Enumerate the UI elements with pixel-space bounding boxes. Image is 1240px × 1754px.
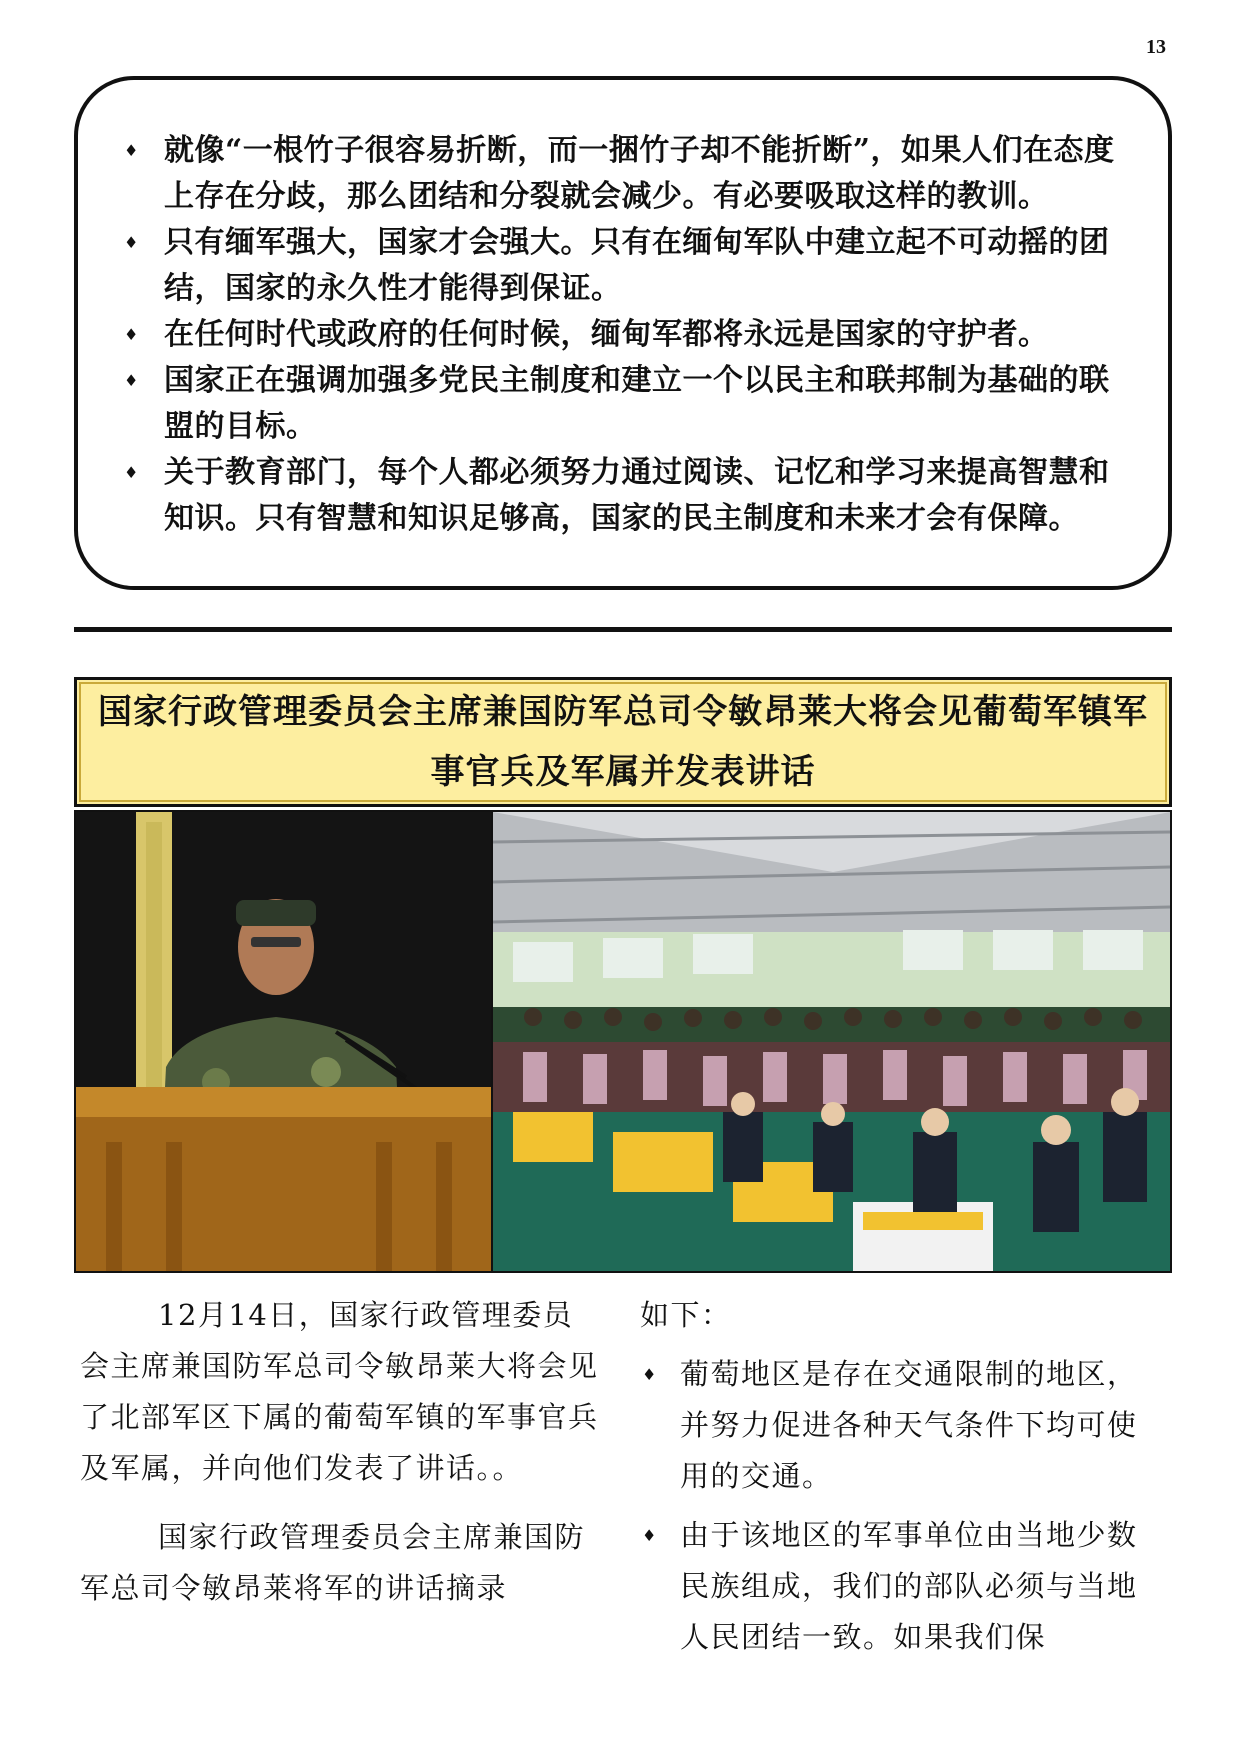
- quote-text: 就像“一根竹子很容易折断，而一捆竹子却不能折断”，如果人们在态度上存在分歧，那么团结和分裂就会减少。有必要吸取这样的教训。: [164, 133, 1115, 214]
- speech-point-text: 由于该地区的军事单位由当地少数民族组成，我们的部队必须与当地人民团结一致。如果我们保: [680, 1518, 1138, 1654]
- article-headline: 国家行政管理委员会主席兼国防军总司令敏昂莱大将会见葡萄军镇军事官兵及军属并发表讲话: [98, 692, 1148, 792]
- quote-item: [106, 220, 1120, 312]
- quote-item: [106, 358, 1120, 450]
- speech-point: [640, 1349, 1162, 1502]
- speech-points-list: [640, 1349, 1162, 1663]
- article-paragraph: 12月14日，国家行政管理委员会主席兼国防军总司令敏昂莱大将会见了北部军区下属的葡萄军镇的军事官兵及军属，并向他们发表了讲话。。: [80, 1298, 599, 1485]
- quote-item: [106, 450, 1120, 542]
- diamond-bullet-icon: ♦: [124, 325, 139, 344]
- diamond-bullet-icon: ♦: [124, 141, 139, 160]
- diamond-bullet-icon: ♦: [124, 371, 139, 390]
- article-paragraph: 国家行政管理委员会主席兼国防军总司令敏昂莱将军的讲话摘录: [80, 1520, 586, 1605]
- quote-item: [106, 128, 1120, 220]
- quote-box: [74, 76, 1172, 590]
- quote-list: [106, 128, 1120, 542]
- quote-text: 在任何时代或政府的任何时候，缅甸军都将永远是国家的守护者。: [164, 317, 1049, 352]
- speech-point: [640, 1510, 1162, 1663]
- diamond-bullet-icon: ♦: [642, 1526, 658, 1545]
- diamond-bullet-icon: ♦: [124, 233, 139, 252]
- photo-row: [74, 810, 1172, 1273]
- audience-illustration: [493, 812, 1170, 1271]
- seated-audience-in-hall-photo: [493, 812, 1170, 1271]
- quote-text: 只有缅军强大，国家才会强大。只有在缅甸军队中建立起不可动摇的团结，国家的永久性才能得到保证。: [164, 225, 1110, 306]
- article-column-right: [640, 1290, 1162, 1671]
- quote-text: 关于教育部门，每个人都必须努力通过阅读、记忆和学习来提高智慧和知识。只有智慧和知识足够高，国家的民主制度和未来才会有保障。: [164, 455, 1110, 536]
- article-intro: 如下：: [640, 1298, 732, 1332]
- article-column-left: [80, 1290, 602, 1614]
- speaker-at-podium-photo: [76, 812, 491, 1271]
- speaker-illustration: [76, 812, 491, 1271]
- speech-point-text: 葡萄地区是存在交通限制的地区，并努力促进各种天气条件下均可使用的交通。: [680, 1357, 1138, 1493]
- diamond-bullet-icon: ♦: [642, 1365, 658, 1384]
- diamond-bullet-icon: ♦: [124, 463, 139, 482]
- headline-box: [74, 677, 1172, 807]
- section-divider: [74, 627, 1172, 632]
- quote-text: 国家正在强调加强多党民主制度和建立一个以民主和联邦制为基础的联盟的目标。: [164, 363, 1110, 444]
- page-number: 13: [1146, 36, 1166, 58]
- quote-item: [106, 312, 1120, 358]
